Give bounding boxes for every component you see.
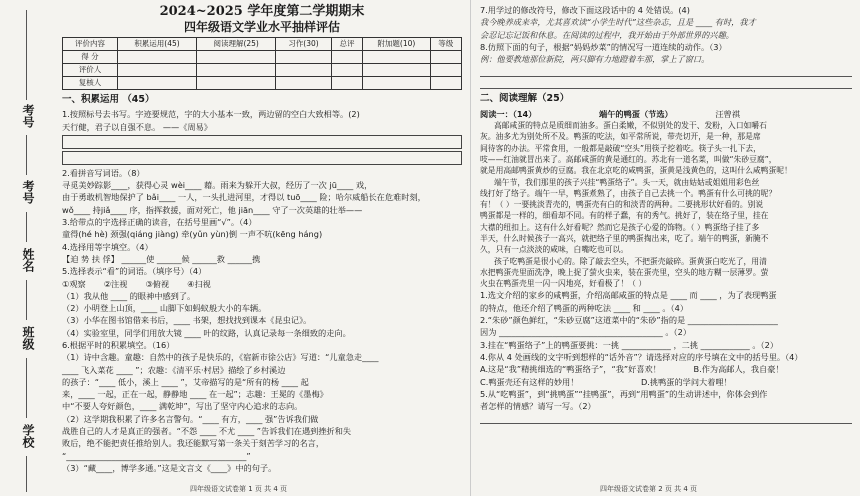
- score-header: 阅读理解(25): [197, 38, 276, 51]
- question-6-line: 败后，绝不能把责任推给别人。我还能默写第一条关于刻苦学习的名言，: [62, 438, 325, 449]
- reading-header: [480, 108, 852, 120]
- writing-box[interactable]: [62, 151, 462, 165]
- question-8: 8.仿照下面的句子，根据“妈妈炒菜”的情况写一道连续的动作。（3）: [480, 41, 727, 52]
- passage-line: 孩子吃鸭蛋是很小心的。除了敲去空头，不把蛋壳敲碎。蛋黄蛋白吃光了，用清: [494, 256, 767, 266]
- option: ②注视: [103, 278, 128, 289]
- score-cell[interactable]: [430, 77, 461, 90]
- question-6-line: （3）“藏____，博学多通。”这是文言文《____》中的句子。: [62, 462, 277, 473]
- option: A.这是“我”精挑细选的“鸭蛋络子”，“我”好喜欢！: [480, 364, 661, 375]
- passage-line: 灰。油多尤为别处所不及。鸭蛋的吃法，如平常所说，带壳切开，是一种，那是席: [480, 132, 761, 142]
- option: ①观察: [62, 278, 86, 289]
- passage-line: 大襟的纽扣上。这有什么好看呢？然而它是孩子心爱的饰物。（ ）鸭蛋络子挂了多: [480, 222, 760, 232]
- section-heading-accumulation: 一、积累运用 （45）: [62, 94, 155, 105]
- question-5-line: （3）小华在图书馆借来书后，____ 书架，想找找到课本《昆虫记》。: [62, 315, 312, 326]
- binding-label-name: 姓名: [21, 248, 35, 272]
- reading-author: 汪曾祺: [715, 108, 740, 119]
- reading-label: 阅读一：（14）: [480, 108, 537, 119]
- passage-line: 火虫在鸭蛋壳里一闪一闪地亮，好看极了！（ ）: [480, 279, 647, 289]
- binding-rule: [26, 280, 27, 320]
- score-cell[interactable]: [363, 77, 430, 90]
- score-cell[interactable]: [197, 64, 276, 77]
- exam-title: 2024~2025 学年度第二学期期末: [159, 4, 365, 19]
- score-cell[interactable]: [117, 51, 196, 64]
- score-row: [63, 64, 462, 77]
- question-4: 4.选择用等字填空。（4）: [62, 241, 153, 252]
- page-two-footer: 四年级语文试卷第 2 页 共 4 页: [600, 485, 698, 493]
- option: B.作为高邮人，我自豪！: [693, 364, 784, 375]
- question-6-line: 战胜自己的人才是真正的强者。“不怨 ____ 不尤 ____ ”告诉我们在遇到挫折和失: [62, 426, 352, 437]
- score-cell[interactable]: [197, 77, 276, 90]
- reading-question-1b: 的特点，他还介绍了鸭蛋的两种吃法 ____ 和 ____ 。（4）: [480, 302, 689, 313]
- question-3-line: 童得(hé hè) 颈强(qiáng jiàng) 牵(yǔn yùn)倒 一声不吭(kēng háng): [62, 229, 323, 240]
- score-header: 附加题(10): [363, 38, 430, 51]
- binding-rule: [26, 10, 27, 100]
- score-header: 评价内容: [63, 38, 118, 51]
- writing-box[interactable]: [62, 135, 462, 149]
- score-row-label: 评价人: [63, 64, 118, 77]
- score-cell[interactable]: [276, 64, 332, 77]
- score-cell[interactable]: [117, 77, 196, 90]
- score-row-label: 复核人: [63, 77, 118, 90]
- question-6-line: 来，____ 一起，正在一起，静静地 ____ 在一起”；志趣：王冕的《墨梅》: [62, 389, 328, 400]
- question-4-line: 【迫 势 扶 俘】 ______使 ______候 ______救 ______携: [62, 253, 261, 264]
- score-cell[interactable]: [117, 64, 196, 77]
- reading-question-5b: 者怎样的情感？请写一写。（2）: [480, 401, 596, 412]
- binding-rule: [26, 135, 27, 175]
- question-7-line: 会忍记忘记饭和休息。在阅读的过程中，我开始由于外部世界的兴趣。: [480, 29, 734, 40]
- score-cell[interactable]: [331, 51, 362, 64]
- score-cell[interactable]: [363, 64, 430, 77]
- option: D.挑鸭蛋的学问大着哩！: [641, 376, 732, 387]
- passage-line: 间待客的办法。平常食用，一般都是敲破“空头”用筷子挖着吃。筷子头一扎下去，: [480, 143, 761, 153]
- question-6-line: “____________________________________________”: [62, 450, 251, 461]
- score-header: 积累运用(45): [117, 38, 196, 51]
- answer-line[interactable]: [480, 79, 852, 89]
- question-5: 5.选择表示“看”的词语。（填序号）（4）: [62, 266, 207, 277]
- reading-question-5: 5.从“吃鸭蛋”，到“挑鸭蛋”“挂鸭蛋”，再到“用鸭蛋”的生动讲述中，你体会到作: [480, 388, 768, 399]
- reading-question-2b: 因为 ________________________________________ 。（2）: [480, 327, 692, 338]
- score-row-label: 得 分: [63, 51, 118, 64]
- binding-rule: [26, 358, 27, 418]
- score-cell[interactable]: [430, 51, 461, 64]
- score-cell[interactable]: [197, 51, 276, 64]
- score-cell[interactable]: [276, 77, 332, 90]
- question-6-line: 的孩子：“____ 低小，溪上 ____ ”，艾帝描写的是“所有的杨 ____ 起: [62, 376, 309, 387]
- question-1-text: 天行健，君子以自强不息。 ——《周易》: [62, 121, 212, 132]
- binding-label-class: 班级: [21, 326, 35, 350]
- passage-line: 线打好了络子。端午一早，鸭蛋煮熟了，由孩子自己去挑一个。鸭蛋有什么可挑的呢？: [480, 188, 777, 198]
- score-header: 总评: [331, 38, 362, 51]
- passage-line: 就是用高邮鸭蛋黄炒的豆腐。我在北京吃的咸鸭蛋，蛋黄是浅黄色的，这叫什么咸鸭蛋呢！: [480, 166, 792, 176]
- binding-rule: [26, 456, 27, 492]
- reading-question-4: 4.你从 4 处画线的文字听到想样的“话外音”？请选择对应的序号填在文中的括号里。（4）: [480, 351, 803, 362]
- question-6-line: ____ 飞入菜花 ____ ”；农趣：《清平乐·村居》描绘了乡村溪边: [62, 364, 286, 375]
- question-8-example: 例：他要教地那位新院，两只脚有力地蹬着车那，掌上了窗口。: [480, 54, 710, 65]
- reading-question-1: 1.选文介绍的家乡的咸鸭蛋，介绍高邮咸蛋的特点是 ____ 而 ____ ，为了表现鸭蛋: [480, 290, 777, 301]
- reading-question-3: 3.挂在“鸭蛋络子”上的鸭蛋要挑：一挑 ____________ ，二挑 ____________ 。（2）: [480, 339, 779, 350]
- section-heading-reading: 二、阅读理解（25）: [480, 93, 570, 105]
- page-one-footer: 四年级语文试卷第 1 页 共 4 页: [190, 485, 288, 493]
- score-cell[interactable]: [430, 64, 461, 77]
- question-6-line: 中“不要人夸好颜色，____ 满乾坤”，写出了坚守内心追求的志向。: [62, 401, 303, 412]
- passage-line: 端午节，我们那里的孩子兴挂“鸭蛋络子”。头一天，就由姑姑或姐姐用彩色丝: [494, 177, 760, 187]
- binding-margin: [0, 0, 56, 496]
- answer-line[interactable]: [480, 67, 852, 77]
- binding-label-school: 学校: [21, 424, 35, 448]
- question-3: 3.给带点的字选择正确的读音，在括号里画“√”。（4）: [62, 217, 257, 228]
- score-row: [63, 77, 462, 90]
- score-cell[interactable]: [331, 64, 362, 77]
- question-7: 7.用学过的修改符号，修改下面这段话中的 4 处错误。(4): [480, 5, 690, 15]
- question-5-line: （2）小明登上山顶，____ 山脚下如蚂蚁般大小的车辆。: [62, 303, 267, 314]
- passage-line: 半天，什么时候孩子一高兴，就把络子里的鸭蛋掏出来，吃了。端午的鸭蛋，新腌不: [480, 234, 769, 243]
- score-cell[interactable]: [363, 51, 430, 64]
- reading-question-4-options: [480, 363, 852, 375]
- score-table: [62, 37, 462, 90]
- score-row: [63, 51, 462, 64]
- question-5-line: （1）我从他 ____ 的眼神中感到了。: [62, 290, 196, 301]
- passage-line: 鸭蛋都是一样的，细看却不同。有的样子蠢，有的秀气。挑好了，装在络子里，挂在: [480, 211, 769, 221]
- reading-question-2: 2.“朱砂”颜色鲜红，“朱砂豆腐”这道菜中的“朱砂”指的是 ______________________: [480, 315, 778, 326]
- page-divider: [470, 0, 471, 496]
- question-5-line: （4）实验室里，同学们用放大镜 ____ 叶的纹路，认真记录每一条细致的走向。: [62, 327, 351, 338]
- reading-question-4-options: [480, 376, 852, 388]
- answer-line[interactable]: [480, 414, 852, 424]
- score-cell[interactable]: [331, 77, 362, 90]
- score-header: 等级: [430, 38, 461, 51]
- exam-subtitle: 四年级语文学业水平抽样评估: [183, 20, 340, 34]
- question-1: 1.按照标号去书写。字迹要规范，字的大小基本一致，两边留的空白大致相等。(2): [62, 109, 360, 120]
- passage-line: 高邮咸蛋的特点是质细而油多。蛋白柔嫩，不似别处的发干、发粉，入口如嚼石: [494, 121, 767, 131]
- option: C.鸭蛋壳还有这样的妙用！: [480, 376, 579, 387]
- question-2-line: wǒ____ 持jiǎ____ 序，指挥救援，面对死亡，他 jiān____ 守了一次英雄的壮举——: [62, 204, 363, 215]
- question-6-line: （1）诗中含趣。童趣：自然中的孩子是快乐的，《宿新市徐公店》写道：“儿童急走____: [62, 352, 379, 363]
- passage-line: 水把鸭蛋壳里面洗净，晚上捉了萤火虫来，装在蛋壳里，空头的地方糊一层薄罗。萤: [480, 267, 769, 277]
- score-cell[interactable]: [276, 51, 332, 64]
- binding-label-exam-number: 考号: [21, 104, 35, 128]
- score-header: 习作(30): [276, 38, 332, 51]
- question-6-line: （2）这学期我积累了许多名言警句。“____ 有方，____ 强”告诉我们做: [62, 413, 319, 424]
- option: ③俯视: [145, 278, 170, 289]
- score-header-row: [63, 38, 462, 51]
- option: ④扫视: [187, 278, 211, 289]
- question-2: 2.看拼音写词语。（8）: [62, 167, 145, 178]
- passage-line: 吱——红油就冒出来了。高邮咸蛋的黄是通红的。苏北有一道名菜，叫做“朱砂豆腐”，: [480, 154, 777, 164]
- question-2-line: 寻觅美妙踪影____，获得心灵 wèi____ 藉。雨来为躲开大叔，经历了一次 jū____ 戏，: [62, 180, 373, 191]
- question-6: 6.根据平时的积累填空。（16）: [62, 340, 175, 350]
- page-two: [480, 4, 852, 426]
- question-5-options: [62, 278, 462, 290]
- passage-line: 久，只有一点淡淡的咸味，白嘴吃也可以。: [480, 245, 629, 255]
- passage-line: 有！（ ）一要挑淡青壳的，鸭蛋壳有白的和淡青的两种。二要挑形状好看的。别说: [480, 200, 764, 210]
- binding-rule: [26, 212, 27, 242]
- reading-title: 端午的鸭蛋（节选）: [599, 108, 673, 119]
- page-one: [62, 4, 462, 474]
- question-2-line: 由于勇敢机智地保护了 bǎi____ 一人，一头扎进河里，才得以 tuō____ 险；哈尔威船长在危难时刻，: [62, 192, 426, 203]
- question-7-line: 我今晚养成来幸，尤其喜欢读“小学生时代”这些杂志，且是 ____ 有时，我才: [480, 17, 756, 28]
- binding-label-exam-number-2: 考号: [21, 180, 35, 204]
